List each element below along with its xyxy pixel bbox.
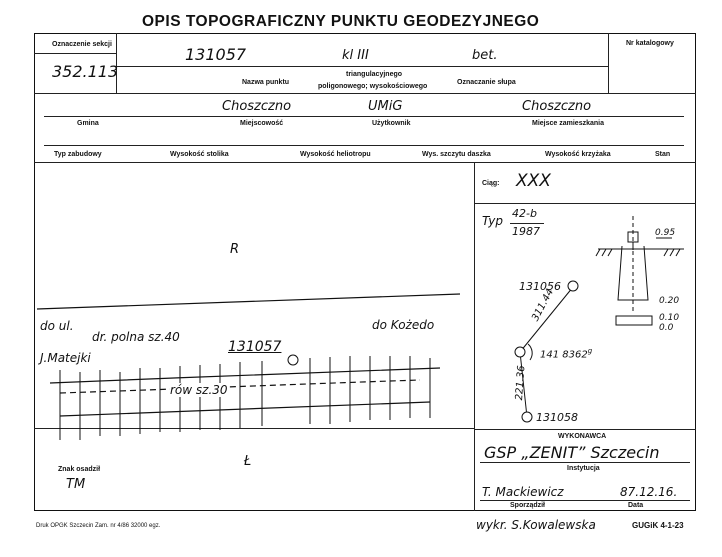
- section-value: 352.113: [52, 62, 119, 81]
- type-numerator: 42-b: [512, 207, 537, 220]
- prepared-by-label: Sporządził: [510, 502, 546, 509]
- sign-mark-label: Znak osadził: [58, 466, 101, 473]
- commune-label: Gmina: [77, 120, 99, 127]
- sequence-value: XXX: [516, 171, 551, 191]
- angle-arc: [528, 344, 532, 360]
- form-code: GUGiK 4-1-23: [632, 521, 684, 530]
- point-marker-sketch: [288, 355, 298, 365]
- catalog-number-label: Nr katalogowy: [626, 40, 674, 47]
- roof-height-label: Wys. szczytu daszka: [422, 151, 491, 158]
- print-info: Druk OPGK Szczecin Zam. nr 4/86 32000 egz.: [36, 523, 161, 529]
- class-value: kl III: [342, 48, 369, 63]
- drawn-by-value: wykr. S.Kowalewska: [476, 518, 596, 532]
- contractor-name: GSP „ZENIT” Szczecin: [484, 443, 660, 462]
- form-title: OPIS TOPOGRAFICZNY PUNKTU GEODEZYJNEGO: [142, 13, 540, 30]
- sketch-marker-l: Ł: [244, 454, 252, 469]
- material-value: bet.: [472, 48, 498, 63]
- cross-height-label: Wysokość krzyżaka: [545, 151, 611, 158]
- point-name-label: Nazwa punktu: [242, 79, 290, 86]
- street-name: J.Matejki: [40, 351, 91, 365]
- distance-bc-label: 221.36: [514, 365, 528, 401]
- date-value: 87.12.16.: [620, 485, 678, 499]
- depth-mid-value: 0.20: [659, 296, 680, 306]
- contractor-underline: [480, 462, 690, 463]
- building-type-label: Typ zabudowy: [54, 151, 102, 158]
- signature-underline: [480, 500, 690, 501]
- to-place-label: do Kożedo: [372, 318, 435, 332]
- ditch-label: rów sz.30: [170, 383, 228, 397]
- user-value: UMiG: [368, 99, 403, 114]
- angle-value: [540, 347, 592, 360]
- field-hatching: [60, 356, 430, 440]
- contractor-label: WYKONAWCA: [558, 433, 607, 440]
- date-label: Data: [628, 502, 644, 509]
- sign-setter-value: TM: [66, 477, 86, 492]
- post-height-label: Wysokość stolika: [170, 151, 229, 158]
- depth-top-value: 0.95: [655, 228, 676, 238]
- prepared-by-value: T. Mackiewicz: [482, 485, 564, 499]
- type-denominator: 1987: [512, 225, 540, 238]
- point-a-label: 131056: [519, 280, 561, 293]
- condition-label: Stan: [655, 151, 671, 158]
- to-street-label: do ul.: [40, 319, 74, 333]
- depth-low2-value: 0.0: [659, 323, 674, 333]
- point-b-label: 131058: [536, 411, 578, 424]
- section-sheet-label: Oznaczenie sekcji: [52, 41, 112, 48]
- angle-number: 141 8362: [540, 349, 588, 361]
- point-131058-marker: [522, 412, 532, 422]
- distance-ab-label: 311.44: [530, 287, 557, 324]
- locality-label: Miejscowość: [240, 120, 284, 127]
- road-description: dr. polna sz.40: [92, 330, 180, 344]
- point-type-2-label: poligonowego; wysokościowego: [318, 83, 428, 90]
- point-number-value: 131057: [185, 45, 247, 64]
- sequence-label: Ciąg:: [482, 180, 500, 187]
- institution-label: Instytucja: [567, 465, 600, 472]
- type-label: Typ: [482, 214, 504, 228]
- residence-label: Miejsce zamieszkania: [532, 120, 604, 127]
- sketch-point-number: 131057: [228, 339, 282, 355]
- point-type-1-label: triangulacyjnego: [346, 71, 403, 78]
- heliotrope-height-label: Wysokość heliotropu: [300, 151, 371, 158]
- point-131056-marker: [568, 281, 578, 291]
- user-label: Użytkownik: [372, 120, 411, 127]
- angle-unit: g: [587, 347, 593, 355]
- residence-value: Choszczno: [522, 99, 592, 114]
- commune-value: Choszczno: [222, 99, 292, 114]
- point-131057-marker: [515, 347, 525, 357]
- depth-low1-value: 0.10: [659, 313, 680, 323]
- sketch-marker-r: R: [230, 242, 240, 257]
- post-marking-label: Oznaczanie słupa: [457, 79, 516, 86]
